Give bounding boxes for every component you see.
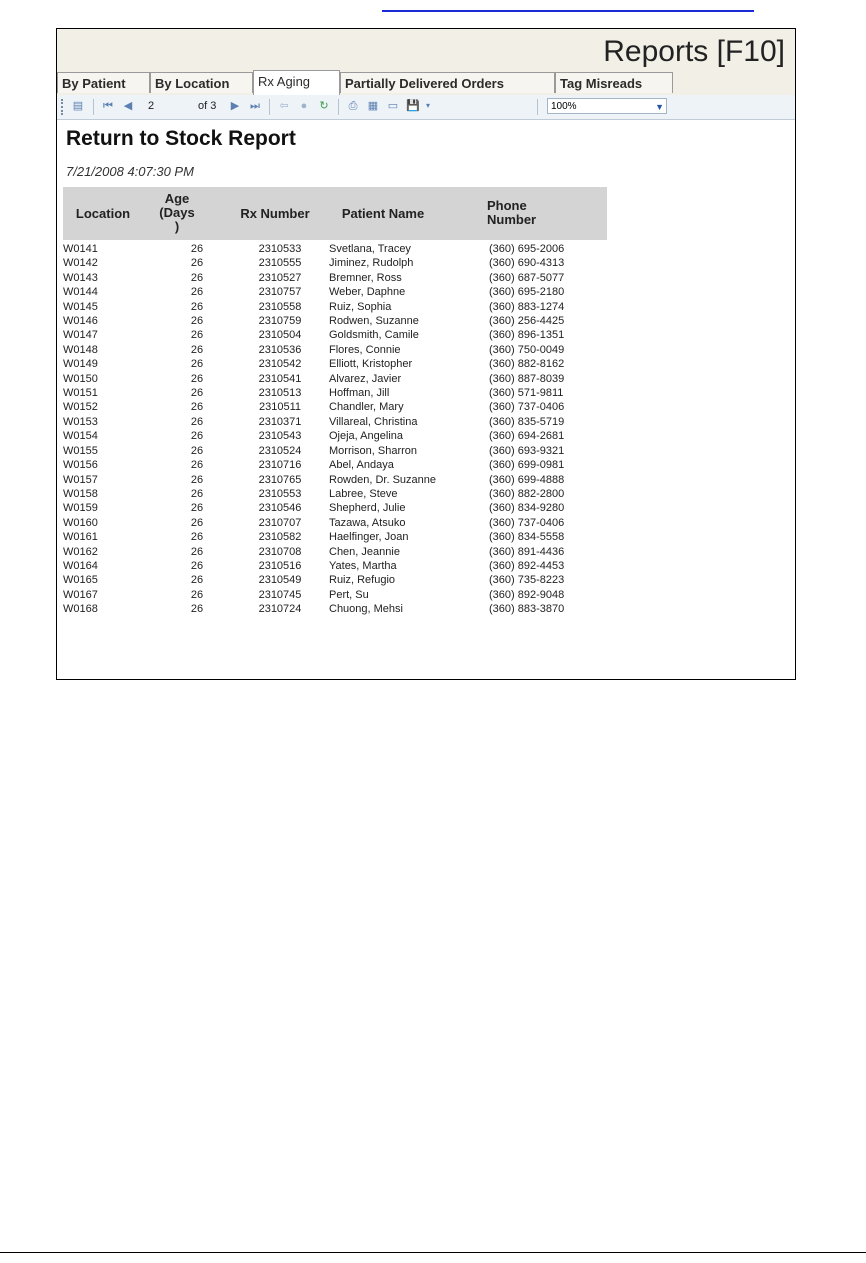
report-table-header <box>63 187 607 240</box>
toolbar-separator <box>537 99 538 115</box>
toolbar-separator <box>93 99 94 115</box>
table-row <box>63 545 599 559</box>
zoom-select[interactable] <box>547 98 667 114</box>
report-tabs <box>57 70 795 96</box>
table-row <box>63 429 599 443</box>
age-cell: 26 <box>190 502 204 515</box>
phone-cell: (360) 695-2006 <box>489 243 565 255</box>
column-header-age: Age (Days ) <box>159 191 195 234</box>
table-row <box>63 444 599 458</box>
rx-number-cell: 2310516 <box>258 559 302 572</box>
page-setup-icon[interactable]: ▭ <box>387 100 399 112</box>
phone-cell: (360) 690-4313 <box>489 257 565 270</box>
table-row <box>63 372 599 386</box>
export-icon[interactable]: 💾 <box>406 100 420 112</box>
patient-name-cell: Villareal, Christina <box>329 415 418 428</box>
rx-number-cell: 2310555 <box>258 257 302 270</box>
rx-number-cell: 2310708 <box>258 545 302 558</box>
age-cell: 26 <box>190 473 204 486</box>
location-cell: W0168 <box>63 603 98 616</box>
location-cell: W0144 <box>63 286 98 299</box>
table-row <box>63 602 599 616</box>
location-cell: W0150 <box>63 372 98 385</box>
toolbar-separator <box>269 99 270 115</box>
rx-number-cell: 2310541 <box>258 372 302 385</box>
age-cell: 26 <box>190 545 204 558</box>
tab-partially-delivered-orders[interactable]: Partially Delivered Orders <box>340 72 555 93</box>
patient-name-cell: Goldsmith, Camile <box>329 329 419 342</box>
back-icon[interactable]: ⇦ <box>279 100 289 112</box>
tab-by-location[interactable]: By Location <box>150 72 253 93</box>
patient-name-cell: Chen, Jeannie <box>329 545 400 558</box>
patient-name-cell: Tazawa, Atsuko <box>329 516 406 529</box>
phone-cell: (360) 834-9280 <box>489 502 565 515</box>
patient-name-cell: Bremner, Ross <box>329 271 402 284</box>
column-header-patient-name: Patient Name <box>341 206 425 221</box>
report-table-body <box>63 242 599 617</box>
phone-cell: (360) 882-2800 <box>489 487 565 500</box>
location-cell: W0152 <box>63 401 98 414</box>
rx-number-cell: 2310533 <box>258 243 302 255</box>
phone-cell: (360) 887-8039 <box>489 372 565 385</box>
table-row <box>63 314 599 328</box>
patient-name-cell: Pert, Su <box>329 588 369 601</box>
table-row <box>63 300 599 314</box>
toolbar-separator <box>338 99 339 115</box>
phone-cell: (360) 891-4436 <box>489 545 565 558</box>
age-cell: 26 <box>190 257 204 270</box>
rx-number-cell: 2310513 <box>258 387 302 400</box>
table-row <box>63 415 599 429</box>
rx-number-cell: 2310553 <box>258 487 302 500</box>
patient-name-cell: Morrison, Sharron <box>329 444 418 457</box>
phone-cell: (360) 687-5077 <box>489 271 565 284</box>
phone-cell: (360) 256-4425 <box>489 315 565 328</box>
location-cell: W0160 <box>63 516 98 529</box>
patient-name-cell: Flores, Connie <box>329 343 401 356</box>
phone-cell: (360) 571-9811 <box>489 387 564 400</box>
table-row <box>63 516 599 530</box>
tab-by-patient[interactable]: By Patient <box>57 72 150 93</box>
age-cell: 26 <box>190 329 204 342</box>
location-cell: W0161 <box>63 531 98 544</box>
phone-cell: (360) 896-1351 <box>489 329 565 342</box>
rx-number-cell: 2310546 <box>258 502 302 515</box>
rx-number-cell: 2310759 <box>258 315 302 328</box>
age-cell: 26 <box>190 603 204 616</box>
patient-name-cell: Jiminez, Rudolph <box>329 257 414 270</box>
location-cell: W0158 <box>63 487 98 500</box>
age-cell: 26 <box>190 243 204 255</box>
column-header-phone: Phone Number <box>487 198 537 227</box>
table-row <box>63 458 599 472</box>
patient-name-cell: Ojeja, Angelina <box>329 430 403 443</box>
age-cell: 26 <box>190 343 204 356</box>
location-cell: W0165 <box>63 574 98 587</box>
phone-cell: (360) 735-8223 <box>489 574 565 587</box>
location-cell: W0146 <box>63 315 98 328</box>
tab-rx-aging[interactable]: Rx Aging <box>253 70 340 95</box>
table-row <box>63 530 599 544</box>
location-cell: W0153 <box>63 415 98 428</box>
table-row <box>63 357 599 371</box>
age-cell: 26 <box>190 516 204 529</box>
table-row <box>63 343 599 357</box>
table-row <box>63 501 599 515</box>
patient-name-cell: Abel, Andaya <box>329 459 394 472</box>
table-row <box>63 588 599 602</box>
phone-cell: (360) 882-8162 <box>489 358 565 371</box>
location-cell: W0159 <box>63 502 98 515</box>
age-cell: 26 <box>190 372 204 385</box>
rx-number-cell: 2310511 <box>258 401 301 414</box>
patient-name-cell: Alvarez, Javier <box>329 372 402 385</box>
previous-page-icon[interactable]: ◀ <box>123 100 133 112</box>
last-page-icon[interactable]: ⏭ <box>250 100 260 112</box>
location-cell: W0154 <box>63 430 98 443</box>
rx-number-cell: 2310757 <box>258 286 302 299</box>
report-timestamp: 7/21/2008 4:07:30 PM <box>66 164 194 179</box>
reports-window <box>56 28 796 680</box>
age-cell: 26 <box>190 358 204 371</box>
age-cell: 26 <box>190 401 204 414</box>
location-cell: W0164 <box>63 559 98 572</box>
age-cell: 26 <box>190 387 204 400</box>
window-header <box>57 29 795 70</box>
stop-icon[interactable]: ● <box>300 100 308 112</box>
table-row <box>63 400 599 414</box>
patient-name-cell: Ruiz, Sophia <box>329 300 392 313</box>
phone-cell: (360) 883-3870 <box>489 603 565 616</box>
age-cell: 26 <box>190 444 204 457</box>
location-cell: W0145 <box>63 300 98 313</box>
report-title: Return to Stock Report <box>66 127 296 150</box>
location-cell: W0141 <box>63 243 98 255</box>
rx-number-cell: 2310542 <box>258 358 302 371</box>
rx-number-cell: 2310707 <box>258 516 302 529</box>
phone-cell: (360) 699-0981 <box>489 459 565 472</box>
print-layout-icon[interactable]: ▦ <box>367 100 379 112</box>
table-row <box>63 328 599 342</box>
phone-cell: (360) 835-5719 <box>489 415 565 428</box>
column-header-rx-number: Rx Number <box>240 206 310 221</box>
age-cell: 26 <box>190 531 204 544</box>
phone-cell: (360) 699-4888 <box>489 473 565 486</box>
age-cell: 26 <box>190 487 204 500</box>
age-cell: 26 <box>190 574 204 587</box>
location-cell: W0151 <box>63 387 98 400</box>
age-cell: 26 <box>190 286 204 299</box>
toolbar-grip[interactable] <box>61 99 66 115</box>
rx-number-cell: 2310371 <box>258 415 302 428</box>
phone-cell: (360) 883-1274 <box>489 300 565 313</box>
rx-number-cell: 2310558 <box>258 300 302 313</box>
report-table <box>63 242 599 617</box>
phone-cell: (360) 737-0406 <box>489 401 565 414</box>
location-cell: W0162 <box>63 545 98 558</box>
location-cell: W0147 <box>63 329 98 342</box>
report-toolbar <box>57 95 795 120</box>
hyperlink-underline[interactable] <box>382 10 754 12</box>
column-header-location: Location <box>75 206 131 221</box>
next-page-icon[interactable]: ▶ <box>230 100 240 112</box>
location-cell: W0149 <box>63 358 98 371</box>
patient-name-cell: Labree, Steve <box>329 487 398 500</box>
current-page-input[interactable]: 2 <box>148 100 155 112</box>
patient-name-cell: Rowden, Dr. Suzanne <box>329 473 437 486</box>
chevron-down-icon: ▼ <box>655 102 664 112</box>
export-dropdown-icon[interactable]: ▾ <box>425 101 430 110</box>
location-cell: W0155 <box>63 444 98 457</box>
location-cell: W0148 <box>63 343 98 356</box>
table-row <box>63 285 599 299</box>
patient-name-cell: Elliott, Kristopher <box>329 358 413 371</box>
refresh-icon[interactable]: ↻ <box>319 100 329 112</box>
patient-name-cell: Shepherd, Julie <box>329 502 406 515</box>
location-cell: W0156 <box>63 459 98 472</box>
rx-number-cell: 2310527 <box>258 271 302 284</box>
phone-cell: (360) 892-4453 <box>489 559 565 572</box>
rx-number-cell: 2310765 <box>258 473 302 486</box>
patient-name-cell: Hoffman, Jill <box>329 387 390 400</box>
age-cell: 26 <box>190 415 204 428</box>
rx-number-cell: 2310724 <box>258 603 302 616</box>
document-map-icon[interactable]: ▤ <box>72 100 84 112</box>
rx-number-cell: 2310716 <box>258 459 302 472</box>
patient-name-cell: Weber, Daphne <box>329 286 406 299</box>
window-title: Reports [F10] <box>603 35 785 68</box>
first-page-icon[interactable]: ⏮ <box>103 100 113 112</box>
patient-name-cell: Svetlana, Tracey <box>329 243 411 255</box>
phone-cell: (360) 695-2180 <box>489 286 565 299</box>
table-row <box>63 487 599 501</box>
rx-number-cell: 2310536 <box>258 343 302 356</box>
page-footer-rule <box>0 1252 866 1253</box>
phone-cell: (360) 737-0406 <box>489 516 565 529</box>
patient-name-cell: Ruiz, Refugio <box>329 574 396 587</box>
table-row <box>63 473 599 487</box>
table-row <box>63 271 599 285</box>
table-row <box>63 386 599 400</box>
age-cell: 26 <box>190 559 204 572</box>
page-count-label: of 3 <box>198 100 217 112</box>
report-document <box>57 120 795 679</box>
tab-tag-misreads[interactable]: Tag Misreads <box>555 72 673 93</box>
zoom-value: 100% <box>551 101 577 112</box>
age-cell: 26 <box>190 271 204 284</box>
rx-number-cell: 2310504 <box>258 329 302 342</box>
patient-name-cell: Chuong, Mehsi <box>329 603 403 616</box>
phone-cell: (360) 694-2681 <box>489 430 565 443</box>
rx-number-cell: 2310524 <box>258 444 302 457</box>
age-cell: 26 <box>190 315 204 328</box>
patient-name-cell: Rodwen, Suzanne <box>329 315 419 328</box>
rx-number-cell: 2310745 <box>258 588 302 601</box>
rx-number-cell: 2310582 <box>258 531 302 544</box>
age-cell: 26 <box>190 430 204 443</box>
phone-cell: (360) 750-0049 <box>489 343 565 356</box>
age-cell: 26 <box>190 588 204 601</box>
location-cell: W0143 <box>63 271 98 284</box>
phone-cell: (360) 693-9321 <box>489 444 565 457</box>
rx-number-cell: 2310549 <box>258 574 302 587</box>
rx-number-cell: 2310543 <box>258 430 302 443</box>
phone-cell: (360) 834-5558 <box>489 531 565 544</box>
location-cell: W0167 <box>63 588 98 601</box>
age-cell: 26 <box>190 300 204 313</box>
patient-name-cell: Chandler, Mary <box>329 401 404 414</box>
print-icon[interactable]: ⎙ <box>348 100 358 112</box>
patient-name-cell: Yates, Martha <box>329 559 397 572</box>
age-cell: 26 <box>190 459 204 472</box>
table-row <box>63 242 599 256</box>
patient-name-cell: Haelfinger, Joan <box>329 531 409 544</box>
table-row <box>63 256 599 270</box>
location-cell: W0157 <box>63 473 98 486</box>
table-row <box>63 573 599 587</box>
location-cell: W0142 <box>63 257 98 270</box>
phone-cell: (360) 892-9048 <box>489 588 565 601</box>
table-row <box>63 559 599 573</box>
